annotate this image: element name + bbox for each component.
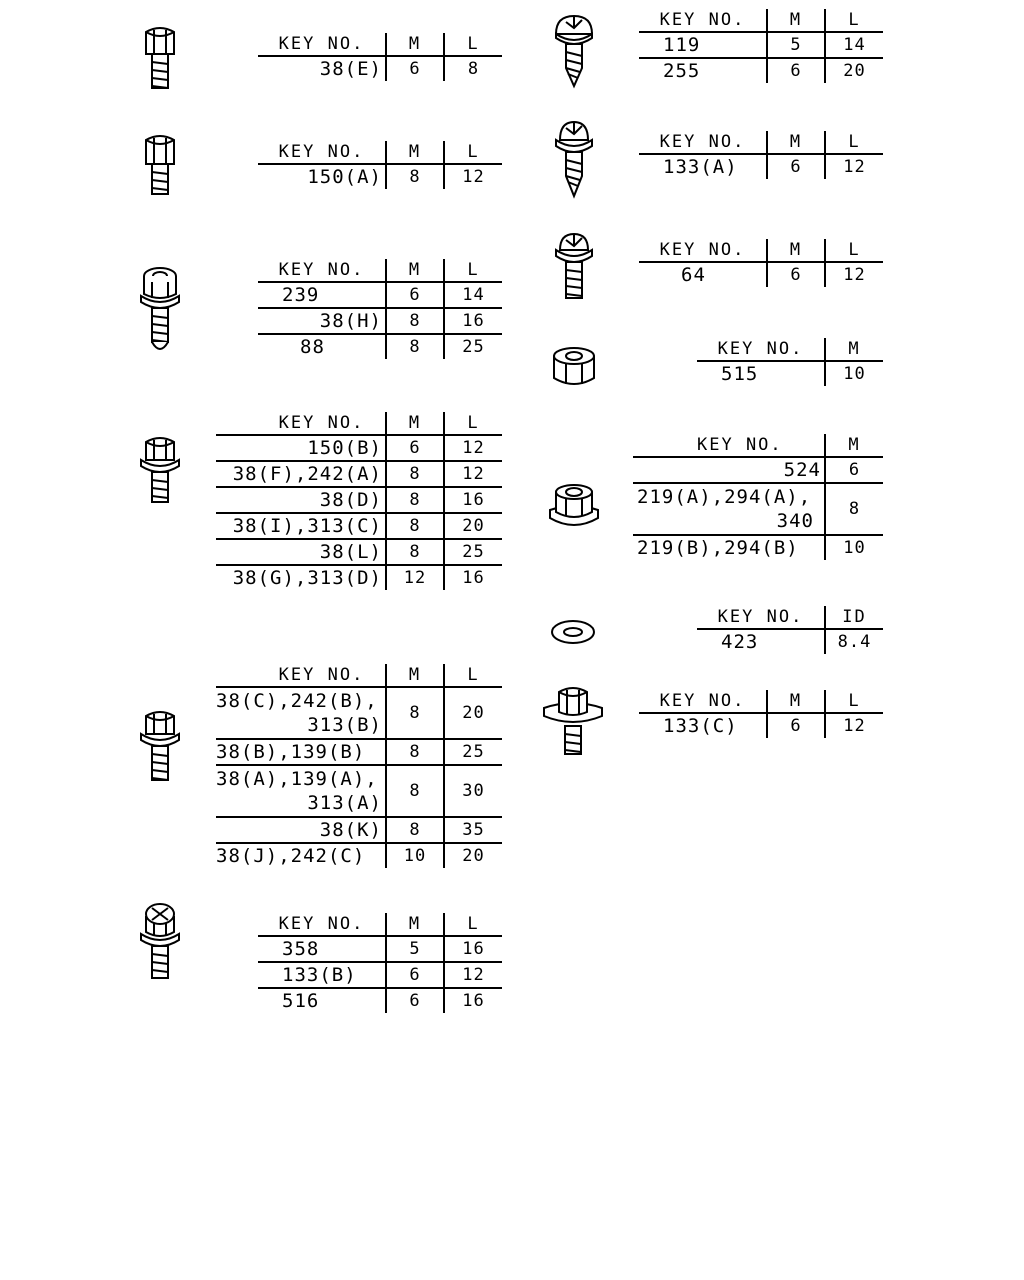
key-no-cell: 133(C) (663, 715, 738, 737)
parts-table (639, 9, 883, 83)
m-cell: 8 (386, 687, 444, 739)
header-m: M (386, 141, 444, 164)
parts-table (258, 141, 502, 189)
header-l: L (444, 141, 502, 164)
header-m: M (386, 913, 444, 936)
l-cell: 12 (444, 435, 502, 461)
m-cell: 10 (386, 843, 444, 868)
key-no-cell: 38(G),313(D) (232, 567, 382, 589)
key-no-cell: 38(D) (216, 487, 386, 513)
parts-table (258, 913, 502, 1013)
header-l: L (444, 412, 502, 435)
l-cell: 8 (444, 56, 502, 81)
m-cell: 8 (386, 461, 444, 487)
m-cell: 6 (767, 58, 825, 83)
header-m: M (386, 412, 444, 435)
m-cell: 8 (386, 487, 444, 513)
l-cell: 12 (444, 461, 502, 487)
m-cell: 6 (386, 435, 444, 461)
header-m: M (767, 690, 825, 713)
m-cell: 8 (825, 483, 883, 535)
key-no-cell: 64 (681, 264, 706, 286)
tapping-screw-washer-icon (552, 118, 596, 198)
m-cell: 6 (825, 457, 883, 483)
header-key-no: KEY NO. (639, 131, 767, 154)
key-no-cell: 150(B) (216, 435, 386, 461)
header-l: L (444, 664, 502, 687)
header-key-no: KEY NO. (258, 259, 386, 282)
key-no-cell: 219(B),294(B) (637, 537, 799, 559)
key-no-cell: 38(E) (319, 58, 382, 80)
header-m: M (386, 259, 444, 282)
parts-table (697, 338, 883, 386)
key-no-line: 340 (776, 510, 814, 532)
l-cell: 16 (444, 308, 502, 334)
key-no-cell: 255 (663, 60, 701, 82)
m-cell: 12 (386, 565, 444, 590)
l-cell: 25 (444, 539, 502, 565)
m-cell: 6 (386, 282, 444, 308)
m-cell: 8 (386, 739, 444, 765)
key-no-cell: 515 (721, 363, 759, 385)
m-cell: 10 (825, 535, 883, 560)
parts-table (258, 259, 502, 359)
hex-nut-icon (550, 344, 598, 392)
key-no-cell: 38(B),139(B) (216, 739, 386, 765)
parts-table (216, 412, 502, 590)
m-cell: 6 (767, 713, 825, 738)
key-no-cell: 133(B) (258, 962, 386, 988)
key-no-cell: 524 (633, 457, 825, 483)
l-cell: 16 (444, 988, 502, 1013)
m-cell: 6 (386, 962, 444, 988)
key-no-cell: 119 (639, 32, 767, 58)
l-cell: 20 (825, 58, 883, 83)
key-no-cell: 358 (258, 936, 386, 962)
header-key-no: KEY NO. (639, 690, 767, 713)
key-no-cell: 38(L) (216, 539, 386, 565)
key-no-cell: 516 (282, 990, 320, 1012)
m-cell: 8 (386, 539, 444, 565)
m-cell: 8 (386, 817, 444, 843)
m-cell: 10 (825, 361, 883, 386)
key-no-cell (216, 687, 386, 739)
header-m: M (767, 9, 825, 32)
l-cell: 12 (444, 962, 502, 988)
key-no-line: 313(B) (307, 714, 382, 736)
l-cell: 25 (444, 739, 502, 765)
header-key-no: KEY NO. (633, 434, 825, 457)
header-m: M (386, 664, 444, 687)
l-cell: 16 (444, 936, 502, 962)
header-key-no: KEY NO. (258, 141, 386, 164)
l-cell: 20 (444, 513, 502, 539)
header-l: L (825, 131, 883, 154)
hex-bolt-icon (140, 24, 180, 92)
tapping-screw-icon (552, 12, 596, 88)
header-key-no: KEY NO. (697, 606, 825, 629)
flange-bolt-icon (138, 708, 182, 784)
hex-bolt-icon (140, 132, 180, 198)
m-cell: 8 (386, 308, 444, 334)
m-cell: 6 (386, 56, 444, 81)
m-cell: 8 (386, 765, 444, 817)
parts-table (633, 434, 883, 560)
parts-table (216, 664, 502, 868)
key-no-cell (216, 765, 386, 817)
header-l: L (825, 690, 883, 713)
key-no-line: 38(C),242(B), (216, 690, 378, 712)
l-cell: 12 (825, 262, 883, 287)
header-l: L (444, 913, 502, 936)
parts-table (639, 690, 883, 738)
m-cell: 6 (767, 262, 825, 287)
header-m: M (386, 33, 444, 56)
key-no-cell: 38(J),242(C) (216, 845, 366, 867)
key-no-cell: 88 (300, 336, 325, 358)
socket-bolt-icon (138, 264, 182, 354)
header-m: M (825, 434, 883, 457)
id-cell: 8.4 (825, 629, 883, 654)
key-no-cell: 38(K) (216, 817, 386, 843)
washer-screw-icon (552, 230, 596, 302)
header-m: M (767, 239, 825, 262)
header-id: ID (825, 606, 883, 629)
l-cell: 30 (444, 765, 502, 817)
m-cell: 6 (767, 154, 825, 179)
m-cell: 6 (386, 988, 444, 1013)
header-key-no: KEY NO. (639, 239, 767, 262)
l-cell: 25 (444, 334, 502, 359)
header-l: L (825, 9, 883, 32)
m-cell: 5 (767, 32, 825, 58)
header-key-no: KEY NO. (216, 412, 386, 435)
cross-head-bolt-icon (138, 902, 182, 982)
key-no-cell (633, 483, 825, 535)
header-m: M (767, 131, 825, 154)
key-no-cell: 38(H) (258, 308, 386, 334)
m-cell: 8 (386, 164, 444, 189)
key-no-line: 313(A) (307, 792, 382, 814)
parts-table (639, 131, 883, 179)
l-cell: 14 (825, 32, 883, 58)
key-no-cell: 239 (258, 282, 386, 308)
flange-nut-icon (546, 482, 602, 534)
m-cell: 8 (386, 334, 444, 359)
parts-table (697, 606, 883, 654)
l-cell: 12 (825, 154, 883, 179)
header-key-no: KEY NO. (216, 664, 386, 687)
header-key-no: KEY NO. (697, 338, 825, 361)
flange-bolt-icon (138, 434, 182, 506)
header-key-no: KEY NO. (258, 33, 386, 56)
key-no-cell: 133(A) (663, 156, 738, 178)
m-cell: 8 (386, 513, 444, 539)
header-key-no: KEY NO. (258, 913, 386, 936)
l-cell: 12 (444, 164, 502, 189)
parts-table (258, 33, 502, 81)
header-l: L (825, 239, 883, 262)
l-cell: 20 (444, 687, 502, 739)
parts-table (639, 239, 883, 287)
header-key-no: KEY NO. (639, 9, 767, 32)
key-no-line: 219(A),294(A), (637, 486, 812, 508)
key-no-cell: 38(I),313(C) (216, 513, 386, 539)
header-m: M (825, 338, 883, 361)
key-no-line: 38(A),139(A), (216, 768, 378, 790)
key-no-cell: 38(F),242(A) (216, 461, 386, 487)
l-cell: 20 (444, 843, 502, 868)
m-cell: 5 (386, 936, 444, 962)
header-l: L (444, 259, 502, 282)
l-cell: 16 (444, 565, 502, 590)
l-cell: 35 (444, 817, 502, 843)
plain-washer-icon (550, 618, 596, 646)
header-l: L (444, 33, 502, 56)
l-cell: 12 (825, 713, 883, 738)
key-no-cell: 150(A) (307, 166, 382, 188)
l-cell: 14 (444, 282, 502, 308)
key-no-cell: 423 (721, 631, 759, 653)
bolt-with-washer-icon (542, 684, 604, 758)
l-cell: 16 (444, 487, 502, 513)
